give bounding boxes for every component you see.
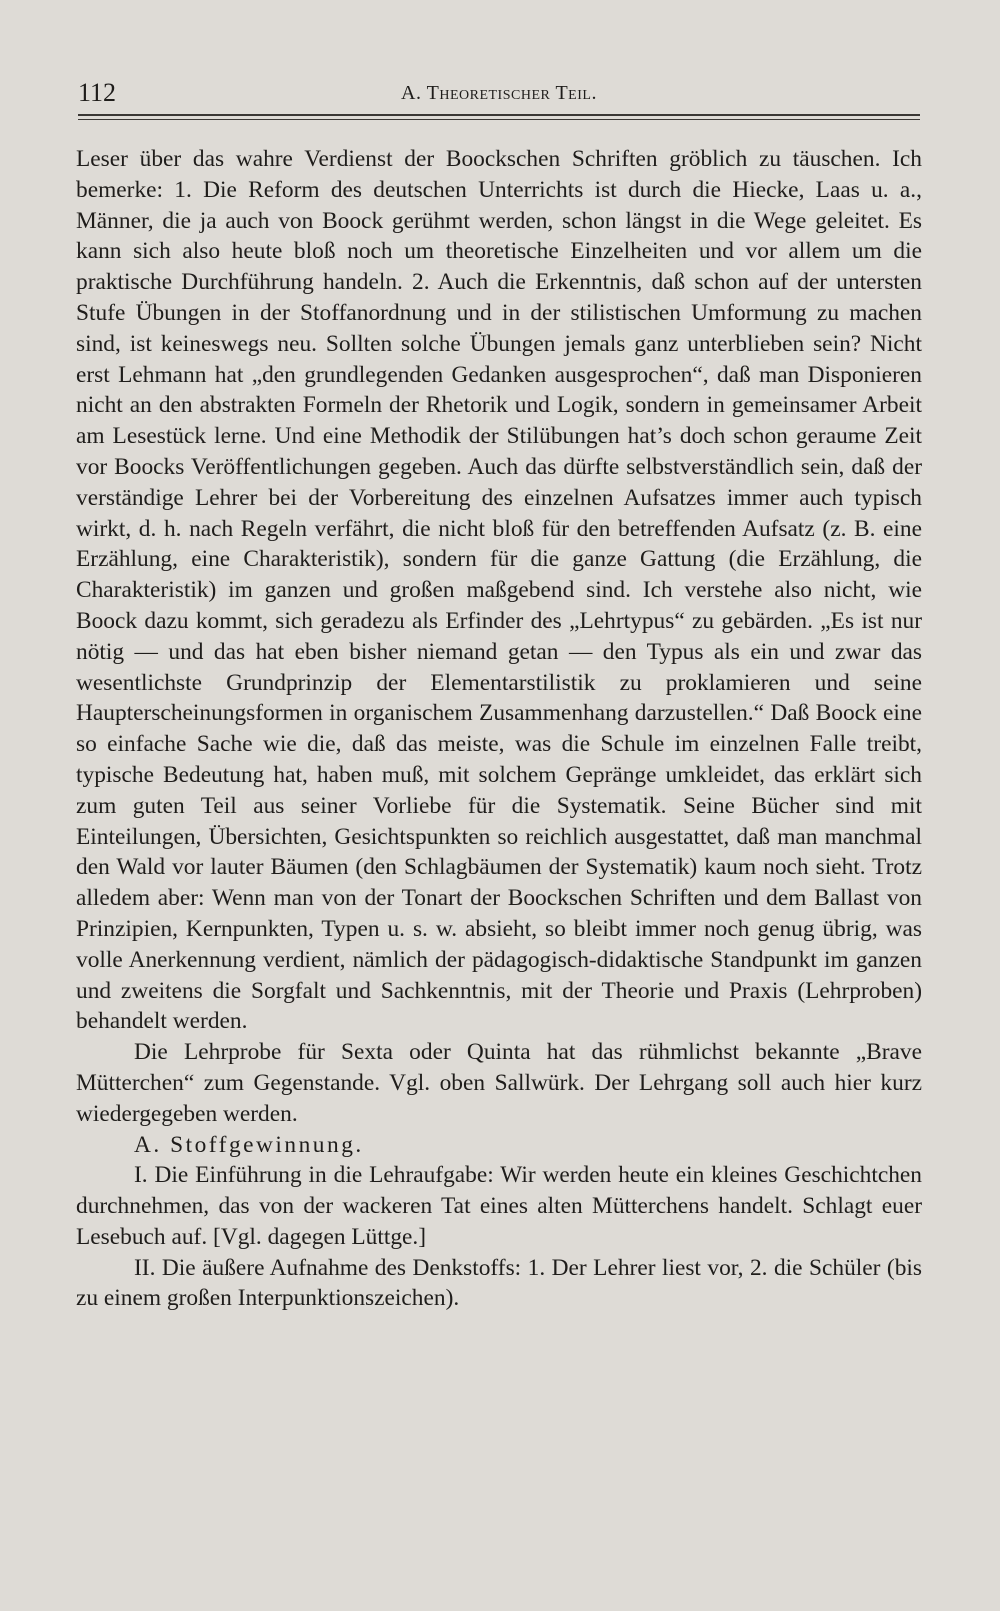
section-heading-stoffgewinnung: A. Stoffgewinnung. [134,1131,364,1158]
paragraph-lehrprobe: Die Lehrprobe für Sexta oder Quinta hat das rühmlichst bekannte „Brave Mütterchen“ zum Gegenstande. Vgl. oben Sallwürk. Der Lehrgang soll auch hier kurz wiedergegeben werden. [76,1039,922,1127]
paragraph-einfuehrung: I. Die Einführung in die Lehraufgabe: Wir werden heute ein kleines Geschichtchen durchnehmen, das von der wackeren Tat eines alten Mütterchens handelt. Schlagt euer Lesebuch auf. [Vgl. dagegen Lüttge.] [76,1162,922,1250]
page-header [78,78,920,112]
running-title: A. Theoretischer Teil. [401,82,597,104]
header-rule-thin [78,119,920,120]
header-rule [78,114,920,116]
paragraph-main: Leser über das wahre Verdienst der Boockschen Schriften gröblich zu täuschen. Ich bemerke: 1. Die Reform des deutschen Unterrichts ist durch die Hiecke, Laas u. a., Männer, die ja auch von Boock gerühmt werden, schon längst in die Wege geleitet. Es kann sich also heute bloß noch um theoretische Einzelheiten und vor allem um die praktische Durchführung handeln. 2. Auch die Erkenntnis, daß schon auf der untersten Stufe Übungen in der Stoffanordnung und in der stilistischen Umformung zu machen sind, ist keineswegs neu. Sollten solche Übungen jemals ganz unterblieben sein? Nicht erst Lehmann hat „den grundlegenden Gedanken ausgesprochen“, daß man Disponieren nicht an den abstrakten Formeln der Rhetorik und Logik, sondern in gemeinsamer Arbeit am Lesestück lerne. Und eine Methodik der Stilübungen hat’s doch schon geraume Zeit vor Boocks Veröffentlichungen gegeben. Auch das dürfte selbstverständlich sein, daß der verständige Lehrer bei der Vorbereitung des einzelnen Aufsatzes immer auch typisch wirkt, d. h. nach Regeln verfährt, die nicht bloß für den betreffenden Aufsatz (z. B. eine Erzählung, eine Charakteristik), sondern für die ganze Gattung (die Erzählung, die Charakteristik) im ganzen und großen maßgebend sind. Ich verstehe also nicht, wie Boock dazu kommt, sich geradezu als Erfinder des „Lehrtypus“ zu gebärden. „Es ist nur nötig — und das hat eben bisher niemand getan — den Typus als ein und zwar das wesentlichste Grundprinzip der Elementarstilistik zu proklamieren und seine Haupterscheinungsformen in organischem Zusammenhang darzustellen.“ Daß Boock eine so einfache Sache wie die, daß das meiste, was die Schule im einzelnen Falle treibt, typische Bedeutung hat, haben muß, mit solchem Gepränge umkleidet, das erklärt sich zum guten Teil aus seiner Vorliebe für die Systematik. Seine Bücher sind mit Einteilungen, Übersichten, Gesichtspunkten so reichlich ausgestattet, daß man manchmal den Wald vor lauter Bäumen (den Schlagbäumen der Systematik) kaum noch sieht. Trotz alledem aber: Wenn man von der Tonart der Boockschen Schriften und dem Ballast von Prinzipien, Kernpunkten, Typen u. s. w. absieht, so bleibt immer noch genug übrig, was volle Anerkennung verdient, nämlich der pädagogisch-didaktische Standpunkt im ganzen und zweitens die Sorgfalt und Sachkenntnis, mit der Theorie und Praxis (Lehrproben) behandelt werden. [76,146,922,1035]
paragraph-aufnahme: II. Die äußere Aufnahme des Denkstoffs: 1. Der Lehrer liest vor, 2. die Schüler (bis zu einem großen Interpunktionszeichen). [76,1254,922,1312]
page-number: 112 [78,78,117,107]
page-body [76,144,922,1314]
